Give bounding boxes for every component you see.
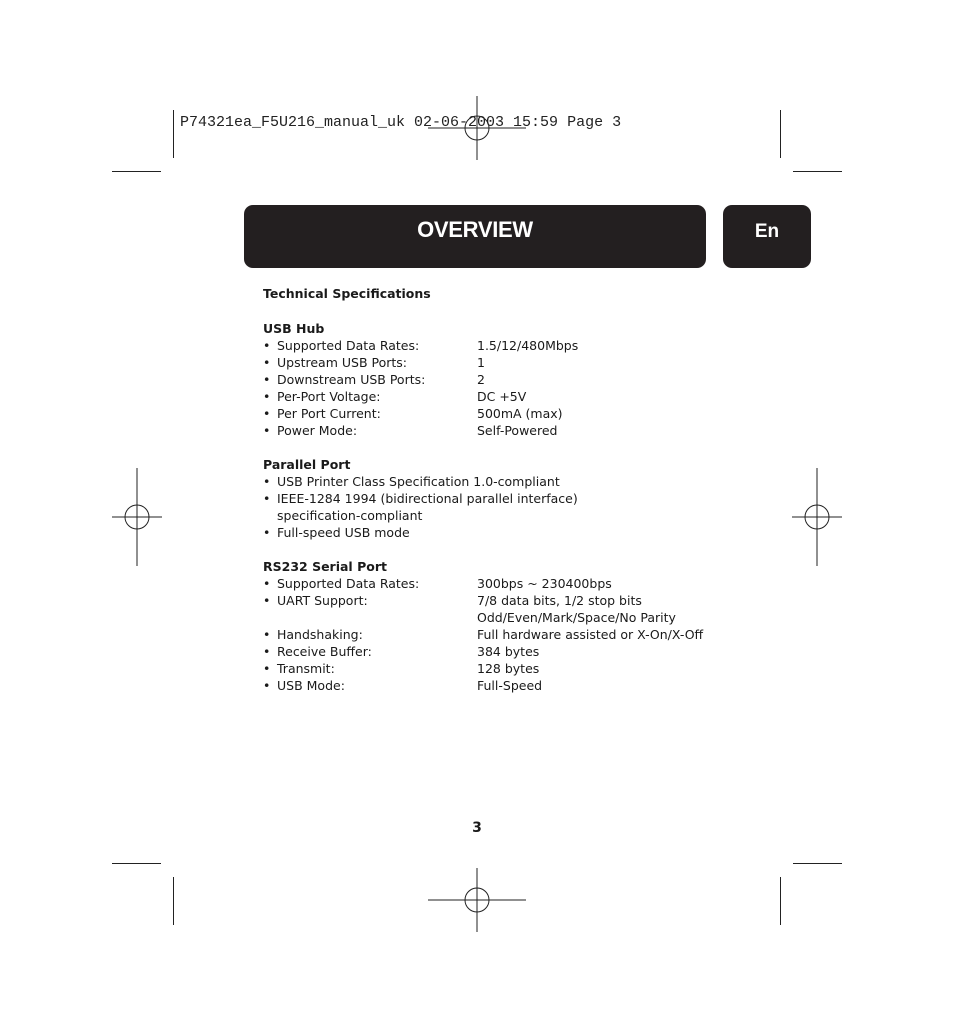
spec-value: Self-Powered xyxy=(477,423,558,438)
crop-mark-bottom-right-h xyxy=(793,863,842,864)
spec-row xyxy=(263,422,723,439)
bullet-icon: • xyxy=(263,678,271,693)
spec-value: Full-Speed xyxy=(477,678,543,693)
spec-label: Transmit: xyxy=(277,661,335,676)
list-item xyxy=(263,524,723,541)
spec-label: UART Support: xyxy=(277,593,368,608)
spec-value: 500mA (max) xyxy=(477,406,563,421)
spec-label: Per Port Current: xyxy=(277,406,381,421)
spec-row xyxy=(263,354,723,371)
spec-value: 300bps ~ 230400bps xyxy=(477,576,612,591)
list-item xyxy=(263,473,723,490)
spec-label: Per-Port Voltage: xyxy=(277,389,381,404)
crop-mark-top-left-h xyxy=(112,171,161,172)
spec-value: 1 xyxy=(477,355,485,370)
spec-label: Supported Data Rates: xyxy=(277,576,420,591)
spec-row xyxy=(263,405,723,422)
language-tab xyxy=(723,205,811,268)
parallel-port-heading: Parallel Port xyxy=(263,457,351,472)
crop-mark-top-left-v xyxy=(173,110,174,158)
list-item-text: IEEE-1284 1994 (bidirectional parallel interface) specification-compliant xyxy=(277,491,578,523)
bullet-icon: • xyxy=(263,474,271,489)
bullet-icon: • xyxy=(263,423,271,438)
print-slug-line: P74321ea_F5U216_manual_uk 02-06-2003 15:59 Page 3 xyxy=(180,114,622,131)
spec-value: 2 xyxy=(477,372,485,387)
spec-label: Handshaking: xyxy=(277,627,363,642)
bullet-icon: • xyxy=(263,525,271,540)
spec-row xyxy=(263,371,723,388)
list-item-text: USB Printer Class Specification 1.0-compliant xyxy=(277,474,560,489)
list-item-text: Full-speed USB mode xyxy=(277,525,410,540)
bullet-icon: • xyxy=(263,627,271,642)
spec-row xyxy=(263,626,723,643)
usb-hub-heading: USB Hub xyxy=(263,321,325,336)
bullet-icon: • xyxy=(263,338,271,353)
registration-mark-top-icon xyxy=(428,96,526,160)
bullet-icon: • xyxy=(263,372,271,387)
rs232-section xyxy=(263,558,723,694)
section-title: OVERVIEW xyxy=(417,217,533,242)
spec-row xyxy=(263,592,723,626)
registration-mark-bottom-icon xyxy=(428,868,526,932)
spec-label: Upstream USB Ports: xyxy=(277,355,407,370)
crop-mark-bottom-right-v xyxy=(780,877,781,925)
spec-content xyxy=(263,285,723,711)
spec-value: Full hardware assisted or X-On/X-Off xyxy=(477,627,704,642)
spec-label: Downstream USB Ports: xyxy=(277,372,426,387)
crop-mark-top-right-h xyxy=(793,171,842,172)
spec-label: Supported Data Rates: xyxy=(277,338,420,353)
spec-row xyxy=(263,643,723,660)
language-label: En xyxy=(754,221,780,242)
crop-mark-bottom-left-h xyxy=(112,863,161,864)
crop-mark-top-right-v xyxy=(780,110,781,158)
spec-row xyxy=(263,575,723,592)
spec-row xyxy=(263,388,723,405)
list-item xyxy=(263,490,723,524)
registration-mark-left-icon xyxy=(112,468,162,566)
spec-label: Receive Buffer: xyxy=(277,644,372,659)
main-heading: Technical Specifications xyxy=(263,286,431,301)
bullet-icon: • xyxy=(263,406,271,421)
bullet-icon: • xyxy=(263,389,271,404)
spec-label: USB Mode: xyxy=(277,678,345,693)
bullet-icon: • xyxy=(263,491,271,506)
registration-mark-right-icon xyxy=(792,468,842,566)
spec-value: 384 bytes xyxy=(477,644,540,659)
spec-value: DC +5V xyxy=(477,389,527,404)
spec-label: Power Mode: xyxy=(277,423,358,438)
bullet-icon: • xyxy=(263,355,271,370)
section-banner xyxy=(244,205,706,268)
bullet-icon: • xyxy=(263,644,271,659)
spec-value-line: 7/8 data bits, 1/2 stop bits xyxy=(477,593,642,608)
bullet-icon: • xyxy=(263,661,271,676)
spec-value: 1.5/12/480Mbps xyxy=(477,338,579,353)
spec-value: 128 bytes xyxy=(477,661,540,676)
parallel-port-section xyxy=(263,456,723,541)
spec-row xyxy=(263,677,723,694)
bullet-icon: • xyxy=(263,593,271,608)
spec-value-multiline xyxy=(477,592,723,626)
page-number: 3 xyxy=(472,820,482,836)
spec-row xyxy=(263,337,723,354)
spec-row xyxy=(263,660,723,677)
rs232-heading: RS232 Serial Port xyxy=(263,559,387,574)
usb-hub-section xyxy=(263,320,723,439)
bullet-icon: • xyxy=(263,576,271,591)
spec-value-line: Odd/Even/Mark/Space/No Parity xyxy=(477,610,676,625)
crop-mark-bottom-left-v xyxy=(173,877,174,925)
